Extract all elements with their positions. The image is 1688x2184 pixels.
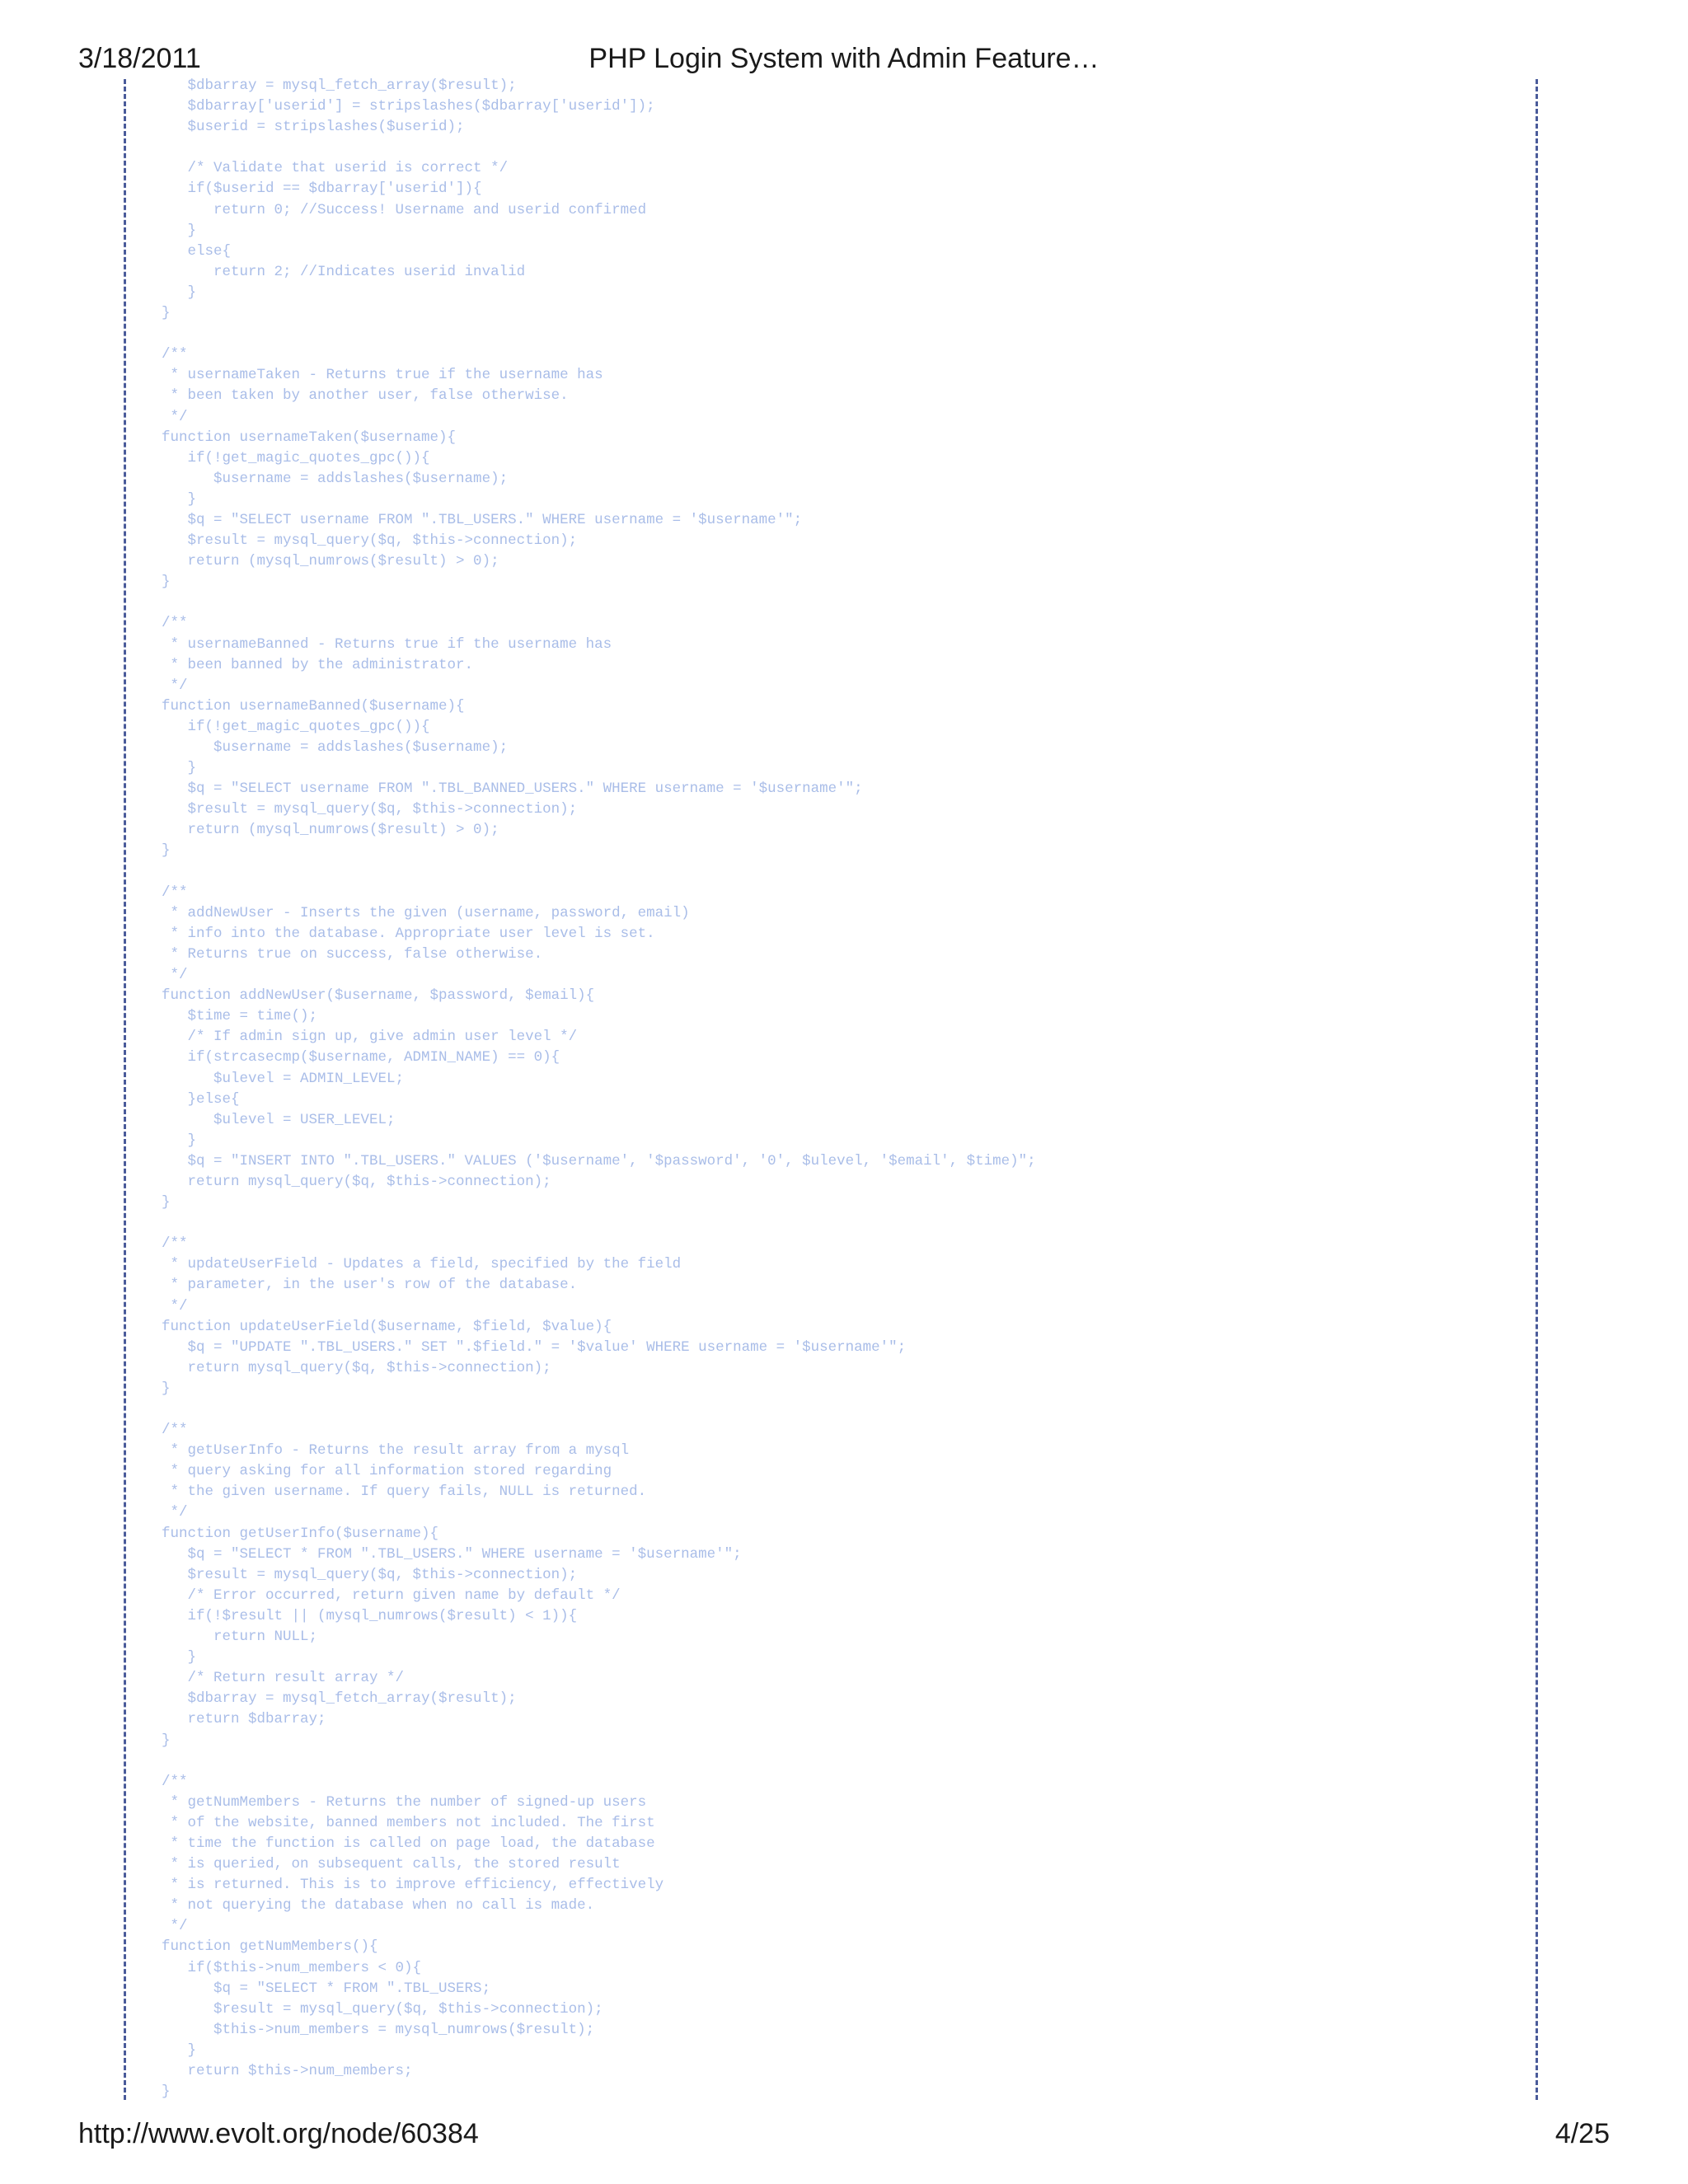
- code-line: }: [162, 574, 171, 591]
- code-line: /**: [162, 615, 188, 632]
- code-line: */: [162, 1918, 188, 1935]
- code-line: * of the website, banned members not included. The first: [162, 1814, 655, 1831]
- code-line: $result = mysql_query($q, $this->connection);: [162, 2000, 603, 2018]
- code-line: }: [162, 1132, 197, 1149]
- code-line: $dbarray['userid'] = stripslashes($dbarray['userid']);: [162, 98, 655, 115]
- code-line: * info into the database. Appropriate user level is set.: [162, 925, 655, 942]
- code-line: function usernameTaken($username){: [162, 429, 457, 446]
- code-line: * updateUserField - Updates a field, specified by the field: [162, 1256, 682, 1273]
- code-line: return $dbarray;: [162, 1711, 326, 1728]
- code-line: */: [162, 1297, 188, 1315]
- code-line: }: [162, 842, 171, 860]
- code-line: [162, 1399, 1522, 1420]
- code-line: $q = "SELECT * FROM ".TBL_USERS." WHERE username = '$username'";: [162, 1545, 742, 1563]
- code-line: }: [162, 490, 197, 508]
- code-line: /* Error occurred, return given name by default */: [162, 1586, 621, 1604]
- page-title: PHP Login System with Admin Feature…: [588, 43, 1100, 74]
- code-line: [162, 1751, 1522, 1772]
- code-line: return 0; //Success! Username and userid confirmed: [162, 201, 647, 218]
- code-line: function addNewUser($username, $password, $email){: [162, 987, 595, 1005]
- code-line: /**: [162, 1422, 188, 1439]
- code-line: $q = "UPDATE ".TBL_USERS." SET ".$field." = '$value' WHERE username = '$username'";: [162, 1338, 907, 1356]
- code-line: * parameter, in the user's row of the database.: [162, 1277, 578, 1294]
- code-line: */: [162, 677, 188, 694]
- code-line: * is returned. This is to improve efficiency, effectively: [162, 1877, 664, 1894]
- code-line: $this->num_members = mysql_numrows($result);: [162, 2021, 595, 2038]
- code-line: /**: [162, 883, 188, 901]
- code-line: */: [162, 967, 188, 984]
- code-line: $username = addslashes($username);: [162, 470, 509, 487]
- code-line: /**: [162, 346, 188, 363]
- code-line: */: [162, 408, 188, 425]
- code-line: return (mysql_numrows($result) > 0);: [162, 822, 499, 839]
- code-line: $dbarray = mysql_fetch_array($result);: [162, 1690, 517, 1708]
- code-line: * been banned by the administrator.: [162, 656, 474, 673]
- code-line: }: [162, 305, 171, 322]
- code-line: /**: [162, 1235, 188, 1253]
- code-line: }else{: [162, 1090, 240, 1108]
- code-line: $ulevel = USER_LEVEL;: [162, 1111, 396, 1128]
- code-line: * Returns true on success, false otherwise.: [162, 945, 543, 963]
- code-line: }: [162, 284, 197, 301]
- code-line: * been taken by another user, false otherwise.: [162, 387, 569, 405]
- code-line: if(strcasecmp($username, ADMIN_NAME) == 0){: [162, 1049, 560, 1066]
- code-line: if(!get_magic_quotes_gpc()){: [162, 449, 430, 466]
- code-line: $dbarray = mysql_fetch_array($result);: [162, 77, 517, 94]
- code-line: return NULL;: [162, 1629, 318, 1646]
- code-line: return 2; //Indicates userid invalid: [162, 263, 526, 280]
- code-line: * time the function is called on page load, the database: [162, 1835, 655, 1852]
- code-line: /* Return result array */: [162, 1670, 405, 1687]
- code-line: * getNumMembers - Returns the number of signed-up users: [162, 1793, 647, 1811]
- code-line: if($userid == $dbarray['userid']){: [162, 180, 482, 198]
- code-line: $username = addslashes($username);: [162, 739, 509, 756]
- code-line: function updateUserField($username, $field, $value){: [162, 1318, 612, 1335]
- code-line: $time = time();: [162, 1008, 318, 1025]
- code-line: if(!get_magic_quotes_gpc()){: [162, 718, 430, 735]
- code-line: }: [162, 222, 197, 239]
- code-line: * the given username. If query fails, NULL is returned.: [162, 1483, 647, 1501]
- code-line: $q = "SELECT username FROM ".TBL_BANNED_USERS." WHERE username = '$username'";: [162, 780, 863, 798]
- code-line: [162, 138, 1522, 158]
- code-line: else{: [162, 242, 232, 260]
- code-line: * not querying the database when no call is made.: [162, 1897, 595, 1915]
- code-line: function getUserInfo($username){: [162, 1525, 439, 1542]
- code-line: }: [162, 2041, 197, 2059]
- code-line: */: [162, 1504, 188, 1521]
- code-line: $userid = stripslashes($userid);: [162, 119, 465, 136]
- code-line: $q = "INSERT INTO ".TBL_USERS." VALUES ('$username', '$password', '0', $ulevel, '$email', $time)";: [162, 1152, 1036, 1169]
- source-url: http://www.evolt.org/node/60384: [78, 2118, 479, 2149]
- code-line: }: [162, 1649, 197, 1666]
- code-line: [162, 593, 1522, 613]
- code-block: [162, 76, 1522, 2102]
- code-line: $result = mysql_query($q, $this->connection);: [162, 1566, 578, 1583]
- code-line: [162, 1213, 1522, 1234]
- code-line: * is queried, on subsequent calls, the stored result: [162, 1856, 621, 1873]
- code-line: [162, 862, 1522, 883]
- code-line: /**: [162, 1773, 188, 1790]
- code-line: $q = "SELECT * FROM ".TBL_USERS;: [162, 1980, 491, 1997]
- code-line: return mysql_query($q, $this->connection);: [162, 1359, 551, 1376]
- code-line: * addNewUser - Inserts the given (username, password, email): [162, 904, 690, 921]
- code-line: $result = mysql_query($q, $this->connection);: [162, 801, 578, 818]
- code-line: }: [162, 1194, 171, 1212]
- code-line: * query asking for all information stored regarding: [162, 1463, 612, 1480]
- code-line: $q = "SELECT username FROM ".TBL_USERS." WHERE username = '$username'";: [162, 511, 803, 528]
- code-line: function getNumMembers(){: [162, 1938, 378, 1956]
- code-line: [162, 324, 1522, 344]
- code-line: }: [162, 2083, 171, 2101]
- page-number: 4/25: [1554, 2118, 1610, 2149]
- code-line: /* If admin sign up, give admin user level */: [162, 1029, 578, 1046]
- code-line: * usernameBanned - Returns true if the username has: [162, 635, 612, 653]
- code-line: function usernameBanned($username){: [162, 697, 465, 715]
- code-line: if($this->num_members < 0){: [162, 1959, 422, 1976]
- code-line: * usernameTaken - Returns true if the username has: [162, 367, 603, 384]
- code-line: $result = mysql_query($q, $this->connection);: [162, 532, 578, 550]
- code-line: if(!$result || (mysql_numrows($result) < 1)){: [162, 1607, 578, 1624]
- code-line: }: [162, 1732, 171, 1749]
- code-line: $ulevel = ADMIN_LEVEL;: [162, 1070, 405, 1087]
- code-line: }: [162, 1380, 171, 1397]
- code-line: return (mysql_numrows($result) > 0);: [162, 553, 499, 570]
- code-line: return mysql_query($q, $this->connection);: [162, 1173, 551, 1190]
- code-line: return $this->num_members;: [162, 2063, 413, 2079]
- code-line: /* Validate that userid is correct */: [162, 160, 509, 177]
- code-line: * getUserInfo - Returns the result array from a mysql: [162, 1442, 630, 1460]
- code-line: }: [162, 760, 197, 777]
- print-date: 3/18/2011: [78, 43, 201, 74]
